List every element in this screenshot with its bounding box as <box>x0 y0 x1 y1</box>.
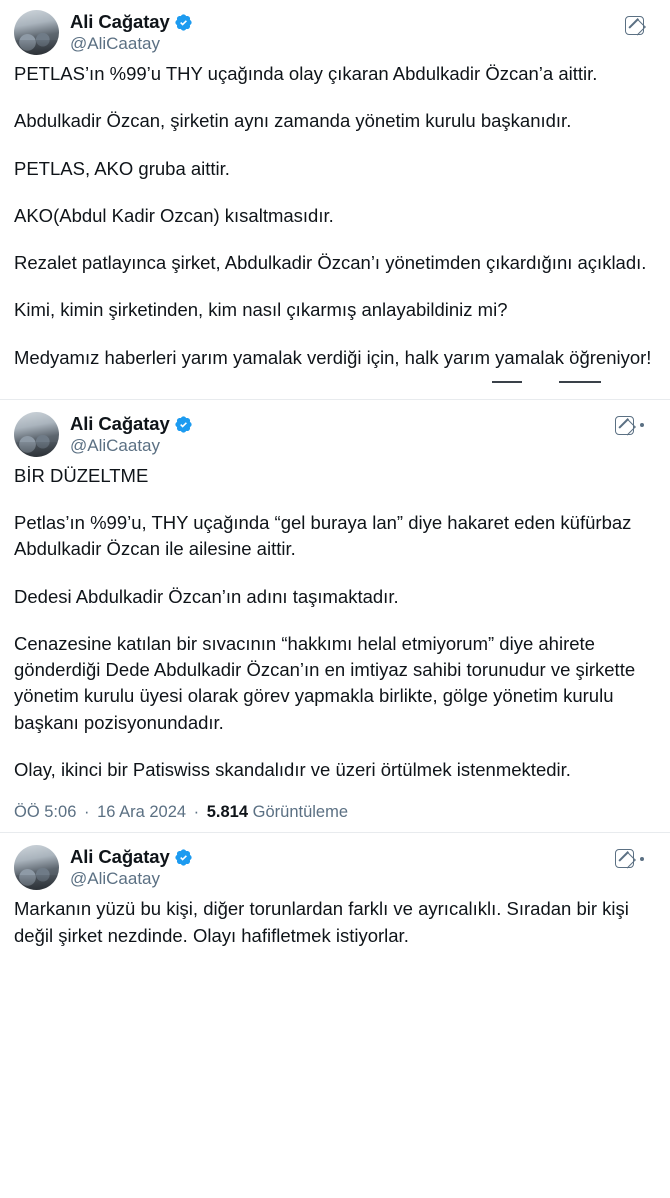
author-handle[interactable]: @AliCaatay <box>70 436 161 456</box>
share-arrow-icon[interactable] <box>625 16 644 35</box>
tweet-date: 16 Ara 2024 <box>97 803 187 822</box>
share-arrow-icon[interactable] <box>615 416 634 435</box>
tweet-paragraph: PETLAS’ın %99’u THY uçağında olay çıkaran Abdulkadir Özcan’a aittir. <box>14 63 598 84</box>
tweet-actions-3[interactable] <box>615 849 644 868</box>
tweet-actions-1[interactable] <box>625 16 644 35</box>
tweet-paragraph: Medyamız haberleri yarım yamalak verdiği için, halk yarım yamalak öğreniyor! <box>14 346 652 368</box>
author-handle[interactable]: @AliCaatay <box>70 869 161 889</box>
verified-badge-icon <box>174 848 193 867</box>
verified-badge-icon <box>174 415 193 434</box>
tweet-paragraph: Cenazesine katılan bir sıvacının “hakkımı helal etmiyorum” diye ahirete gönderdiği Dede Abdulkadir Özcan’ın en imtiyaz sahibi torunudur ve şirkette yönetim kurulu üyesi olarak görev yapmakla birlikte, gölge yönetim kurulu başkanı pozisyonundadır. <box>14 632 636 733</box>
tweet-card-2[interactable] <box>0 400 670 833</box>
clipped-mark <box>559 381 601 383</box>
tweet-metadata <box>14 803 656 826</box>
avatar[interactable] <box>14 845 59 890</box>
author-block[interactable] <box>70 412 193 456</box>
verified-badge-icon <box>174 13 193 32</box>
tweet-header-3 <box>14 845 656 890</box>
tweet-card-1[interactable] <box>0 0 670 400</box>
metadata-separator: · <box>193 803 200 822</box>
tweet-paragraph: PETLAS, AKO gruba aittir. <box>14 157 230 179</box>
author-display-name[interactable]: Ali Cağatay <box>70 412 170 434</box>
more-options-icon[interactable] <box>640 857 644 861</box>
tweet-paragraph: BİR DÜZELTME <box>14 464 149 486</box>
tweet-paragraph: Petlas’ın %99’u, THY uçağında “gel buraya lan” diye hakaret eden küfürbaz Abdulkadir Özcan ile ailesine aittir. <box>14 512 632 560</box>
tweet-header-2 <box>14 412 656 457</box>
tweet-header-1 <box>14 10 656 55</box>
tweet-paragraph: Kimi, kimin şirketinden, kim nasıl çıkarmış anlayabildiniz mi? <box>14 299 508 321</box>
tweet-paragraph: Markanın yüzü bu kişi, diğer torunlardan farklı ve ayrıcalıklı. Sıradan bir kişi değil şirket nezdinde. Olayı hafifletmek istiyorlar. <box>14 898 629 946</box>
more-options-icon[interactable] <box>640 423 644 427</box>
tweet-body-2 <box>14 463 656 783</box>
author-handle[interactable]: @AliCaatay <box>70 34 161 54</box>
tweet-actions-2[interactable] <box>615 416 644 435</box>
tweet-body-3 <box>14 896 656 949</box>
clipped-content-marks <box>14 381 656 397</box>
tweet-paragraph: Rezalet patlayınca şirket, Abdulkadir Özcan’ı yönetimden çıkardığını açıkladı. <box>14 252 647 274</box>
tweet-time: ÖÖ 5:06 <box>14 803 77 822</box>
author-display-name[interactable]: Ali Cağatay <box>70 11 170 32</box>
share-arrow-icon[interactable] <box>615 849 634 868</box>
author-block[interactable] <box>70 10 193 54</box>
views-label: Görüntüleme <box>252 803 349 822</box>
avatar[interactable] <box>14 10 59 55</box>
tweet-paragraph: Abdulkadir Özcan, şirketin aynı zamanda yönetim kurulu başkanıdır. <box>14 110 572 132</box>
tweet-paragraph: AKO(Abdul Kadir Ozcan) kısaltmasıdır. <box>14 204 334 226</box>
tweet-paragraph: Dedesi Abdulkadir Özcan’ın adını taşımaktadır. <box>14 585 399 607</box>
author-display-name[interactable]: Ali Cağatay <box>70 846 170 868</box>
tweet-paragraph: Olay, ikinci bir Patiswiss skandalıdır ve üzeri örtülmek istenmektedir. <box>14 758 571 780</box>
clipped-mark <box>492 381 522 383</box>
avatar[interactable] <box>14 412 59 457</box>
tweet-card-3[interactable] <box>0 833 670 967</box>
metadata-separator: · <box>83 803 90 822</box>
author-block[interactable] <box>70 845 193 889</box>
tweet-body-1 <box>14 61 656 371</box>
views-count: 5.814 <box>206 803 249 822</box>
